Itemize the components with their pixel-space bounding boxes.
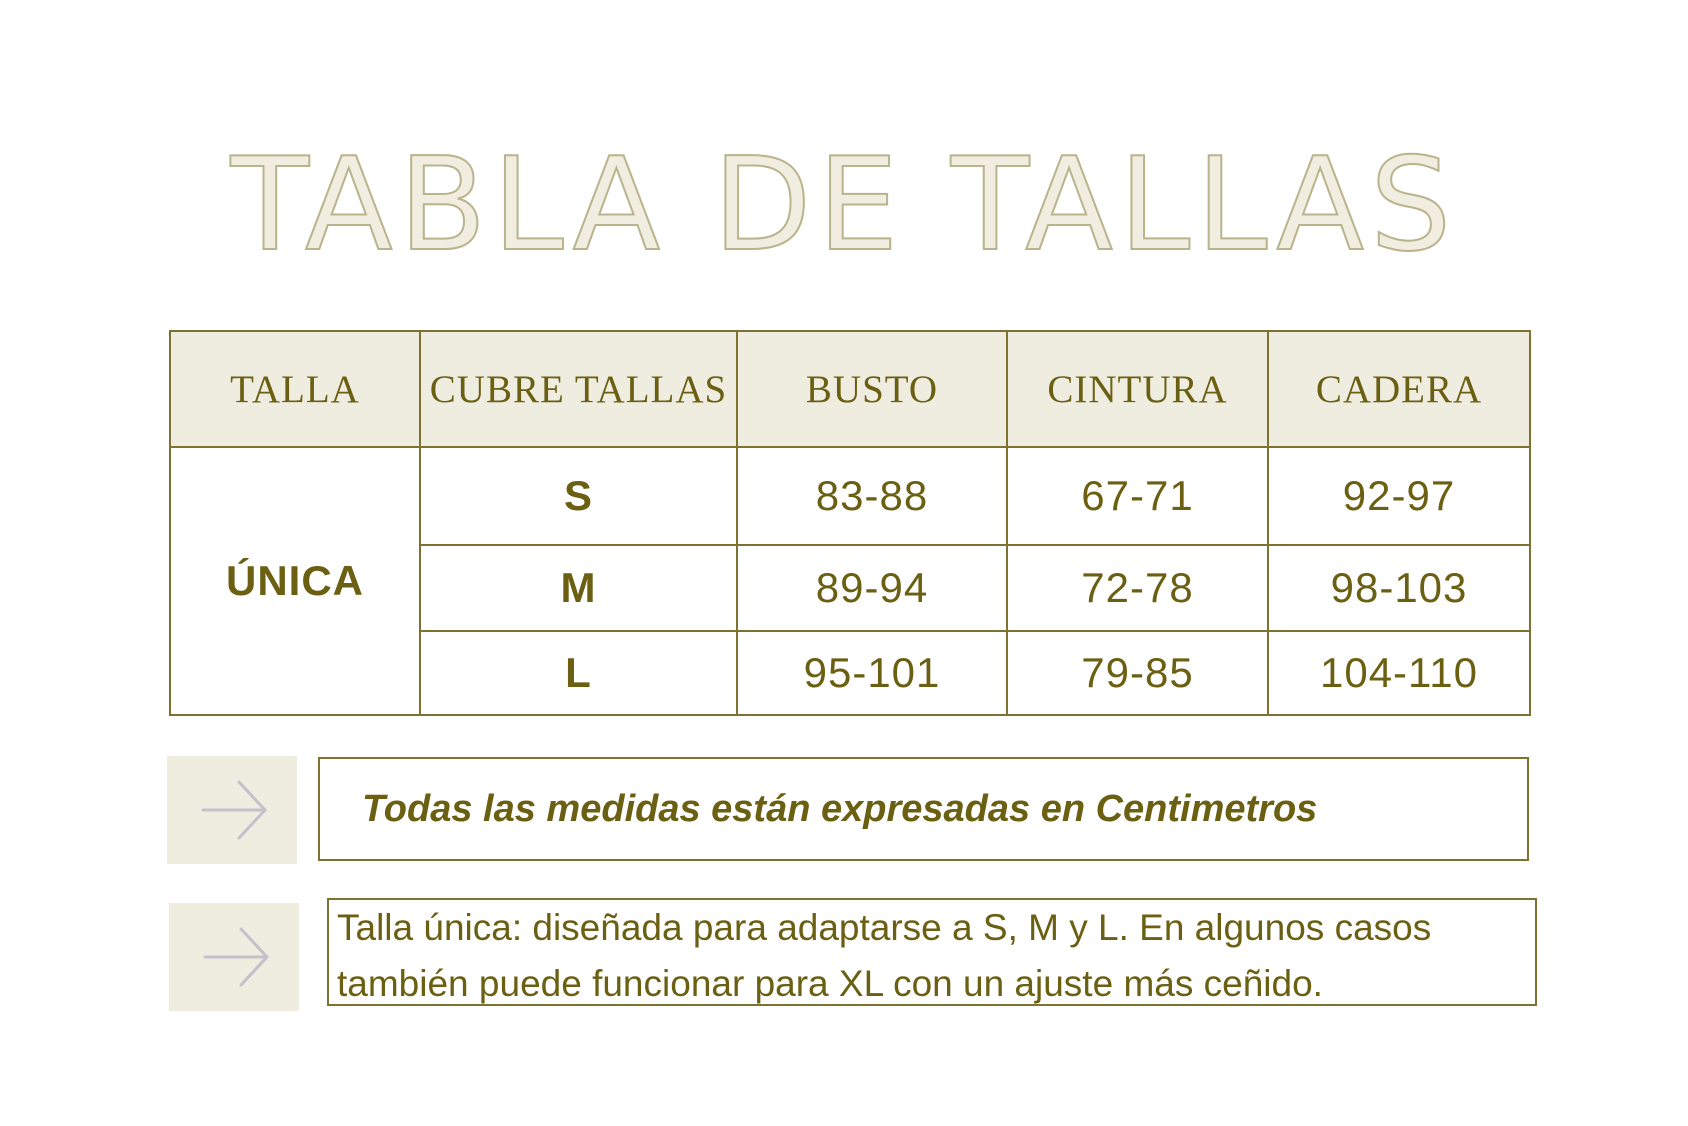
header-talla: TALLA [170,331,420,447]
size-table [169,330,1531,716]
busto-cell: 83-88 [737,447,1007,545]
units-note: Todas las medidas están expresadas en Centimetros [318,757,1529,861]
arrow-right-icon [169,903,299,1011]
busto-cell: 95-101 [737,631,1007,715]
table-row [170,447,1530,545]
cadera-cell: 98-103 [1268,545,1530,631]
arrow-box-talla-unica [169,903,299,1011]
page-title: TABLA DE TALLAS [230,131,1458,280]
header-cadera: CADERA [1268,331,1530,447]
size-cell: S [420,447,737,545]
cadera-cell: 92-97 [1268,447,1530,545]
size-cell: L [420,631,737,715]
cintura-cell: 79-85 [1007,631,1268,715]
cintura-cell: 72-78 [1007,545,1268,631]
arrow-right-icon [167,756,297,864]
talla-unica-note: Talla única: diseñada para adaptarse a S, M y L. En algunos casos también puede funcionar para XL con un ajuste más ceñido. [327,898,1537,1006]
size-cell: M [420,545,737,631]
cintura-cell: 67-71 [1007,447,1268,545]
busto-cell: 89-94 [737,545,1007,631]
arrow-box-units [167,756,297,864]
header-busto: BUSTO [737,331,1007,447]
cadera-cell: 104-110 [1268,631,1530,715]
table-header-row [170,331,1530,447]
talla-unica-cell: ÚNICA [170,447,420,715]
header-cubre-tallas: CUBRE TALLAS [420,331,737,447]
header-cintura: CINTURA [1007,331,1268,447]
